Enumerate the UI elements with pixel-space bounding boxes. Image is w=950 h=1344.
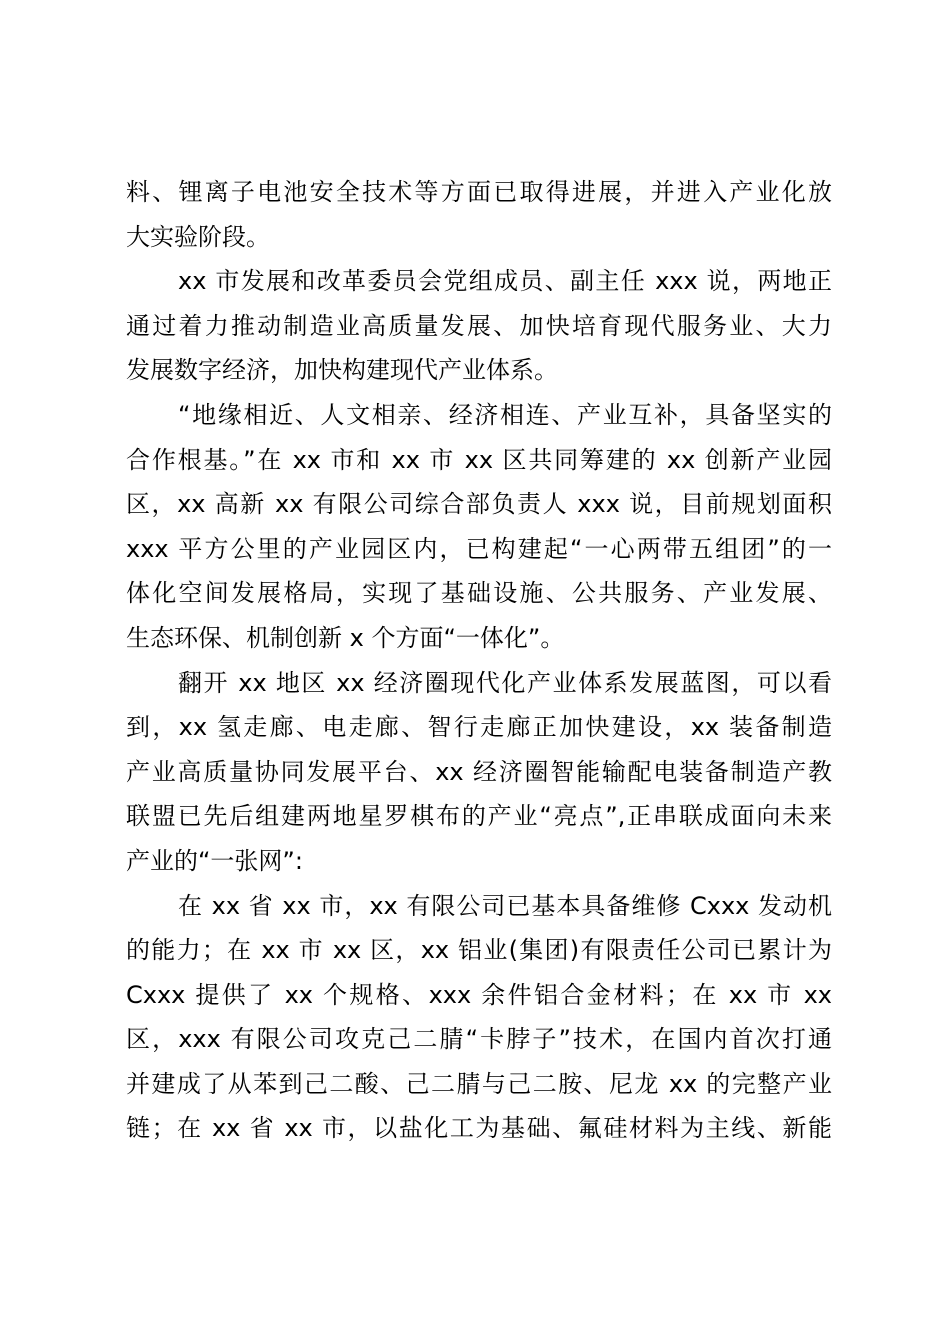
text-line: xx 市发展和改革委员会党组成员、副主任 xxx 说，两地正 xyxy=(178,267,832,296)
text-line: 合作根基。”在 xx 市和 xx 市 xx 区共同筹建的 xx 创新产业园 xyxy=(126,445,832,474)
document-body xyxy=(126,170,832,1151)
text-line: xxx 平方公里的产业园区内，已构建起“一心两带五组团”的一 xyxy=(126,534,832,563)
text-line: 大实验阶段。 xyxy=(126,222,270,251)
text-line: Cxxx 提供了 xx 个规格、xxx 余件铝合金材料；在 xx 市 xx xyxy=(126,980,832,1009)
paragraph xyxy=(126,393,832,661)
text-line: 发展数字经济，加快构建现代产业体系。 xyxy=(126,356,558,385)
text-line: 的能力；在 xx 市 xx 区，xx 铝业(集团)有限责任公司已累计为 xyxy=(126,936,832,965)
paragraph xyxy=(126,884,832,1152)
text-line: 生态环保、机制创新 x 个方面“一体化”。 xyxy=(126,623,565,652)
text-line: 并建成了从苯到己二酸、己二腈与己二胺、尼龙 xx 的完整产业 xyxy=(126,1069,832,1098)
text-line: “地缘相近、人文相亲、经济相连、产业互补，具备坚实的 xyxy=(178,400,832,429)
paragraph xyxy=(126,661,832,884)
text-line: 翻开 xx 地区 xx 经济圈现代化产业体系发展蓝图，可以看 xyxy=(178,668,832,697)
text-line: 产业的“一张网”: xyxy=(126,846,303,875)
text-line: 料、锂离子电池安全技术等方面已取得进展，并进入产业化放 xyxy=(126,178,832,206)
text-line: 链；在 xx 省 xx 市，以盐化工为基础、氟硅材料为主线、新能 xyxy=(126,1114,832,1143)
text-line: 到，xx 氢走廊、电走廊、智行走廊正加快建设，xx 装备制造 xyxy=(126,713,832,742)
text-line: 联盟已先后组建两地星罗棋布的产业“亮点”,正串联成面向未来 xyxy=(126,802,832,831)
paragraph xyxy=(126,259,832,393)
text-line: 在 xx 省 xx 市，xx 有限公司已基本具备维修 Cxxx 发动机 xyxy=(178,891,832,920)
paragraph xyxy=(126,170,832,259)
text-line: 区，xx 高新 xx 有限公司综合部负责人 xxx 说，目前规划面积 xyxy=(126,490,832,519)
text-line: 区，xxx 有限公司攻克己二腈“卡脖子”技术，在国内首次打通 xyxy=(126,1025,832,1054)
text-line: 产业高质量协同发展平台、xx 经济圈智能输配电装备制造产教 xyxy=(126,757,832,786)
text-line: 通过着力推动制造业高质量发展、加快培育现代服务业、大力 xyxy=(126,311,832,340)
text-line: 体化空间发展格局，实现了基础设施、公共服务、产业发展、 xyxy=(126,579,832,608)
